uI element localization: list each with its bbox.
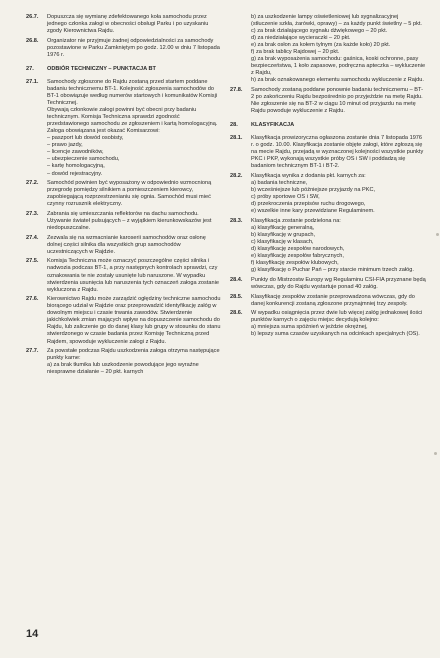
paragraph-26-8: [26, 38, 222, 59]
list-item: a) mniejsza suma spóźnień w jeździe okrężnej,: [251, 324, 368, 331]
section-heading-28: [230, 122, 426, 129]
paragraph-number: 28.2.: [230, 173, 243, 180]
paragraph-number: 28.4.: [230, 276, 243, 283]
list-item: d) przekroczenia przepisów ruchu drogowego,: [251, 201, 366, 208]
list-item: a) badania techniczne,: [251, 180, 308, 187]
paragraph-27-7-continued: [230, 14, 426, 84]
paragraph-text: Organizator nie przyjmuje żadnej odpowiedzialności za samochody pozostawione w Parku Zamkniętym po godz. 12.00 w dniu 7 listopada 1976 r.: [47, 37, 220, 58]
section-number: 28.: [230, 122, 238, 129]
list-item: – dowód rejestracyjny.: [47, 170, 103, 177]
paragraph-text: Klasyfikacja wynika z dodania pkt. karnych za:: [251, 173, 366, 180]
paragraph-27-2: [26, 180, 222, 208]
paragraph-27-3: [26, 211, 222, 232]
paragraph-number: 28.1.: [230, 135, 243, 142]
paragraph-text: Kierownictwo Rajdu może zarządzić ogłędziny techniczne samochodu biorącego udział w Rajdzie oraz przeprowadzić identyfikację załóg w dowolnym miejscu i czasie trwania zawodów. Stwierdzenie jakichkolwiek zmian mających wpływ na dopuszczenie samochodu do Rajdu, lub zaliczenie go do danej klasy lub grupy w stosunku do stanu stwierdzonego w czasie badania przez Komisję Techniczną przed Rajdem, spowoduje wykluczenie załogi z Rajdu.: [47, 296, 221, 345]
list-item: – paszport lub dowód osobisty,: [47, 135, 124, 142]
paragraph-28-5: [230, 294, 426, 308]
scan-speck: [436, 233, 439, 236]
paragraph-text: Zezwala się na wzmacnianie karoserii samochodów oraz osłonę dolnej części silnika dla wszystkich grup samochodów uczestniczących w Rajdzie.: [47, 234, 206, 255]
paragraph-text: Załoga obowiązana jest okazać Komisarzowi:: [47, 128, 160, 135]
paragraph-text: W wypadku osiągnięcia przez dwie lub więcej załóg jednakowej ilości punktów karnych o zajęciu miejsc decydują kolejno:: [251, 310, 423, 324]
right-column: [230, 14, 426, 341]
paragraph-27-4: [26, 235, 222, 256]
paragraph-26-7: [26, 14, 222, 35]
list-item: c) za brak działającego sygnału dźwiękowego – 20 pkt.: [251, 28, 388, 35]
paragraph-text: Dopuszcza się wymianę zdefektowanego koła samochodu przez jednego członka załogi w obecności obsługi Parku i po uzyskaniu zgody Kierownictwa Rajdu.: [47, 14, 209, 35]
paragraph-text: Klasyfikacja zostanie podzielona na:: [251, 218, 341, 224]
number-spacer: [230, 14, 251, 84]
list-item: a) klasyfikację generalną,: [251, 225, 315, 232]
paragraph-27-1: [26, 79, 222, 178]
list-item: g) klasyfikację o Puchar Pań – przy starcie minimum trzech załóg.: [251, 267, 414, 274]
paragraph-number: 27.5.: [26, 258, 39, 265]
list-item: – prawo jazdy,: [47, 142, 83, 149]
paragraph-number: 28.5.: [230, 293, 243, 300]
list-item: – kartę homologacyjną,: [47, 163, 105, 170]
paragraph-28-2: [230, 173, 426, 215]
paragraph-27-5: [26, 258, 222, 293]
list-item: e) wszelkie inne kary przewidziane Regulaminem.: [251, 208, 375, 215]
paragraph-number: 27.1.: [26, 78, 39, 85]
paragraph-number: 27.6.: [26, 296, 39, 303]
section-title: ODBIÓR TECHNICZNY – PUNKTACJA BT: [47, 65, 156, 72]
list-item: g) za brak wyposażenia samochodu: gaśnica, koski ochronne, pasy bezpieczeństwa, 1 koło zapasowe, podręczna apteczka – wykluczenie z Rajdu,: [251, 56, 426, 77]
paragraph-number: 27.4.: [26, 234, 39, 241]
list-item: d) za niedziałające wycieraczki – 20 pkt.: [251, 35, 351, 42]
paragraph-text: Klasyfikacja prowizoryczna ogłaszona zostanie dnia 7 listopada 1976 r. o godz. 10.00. Klasyfikacja zostanie objęte załogi, które zgłoszą się na mecie Rajdu, przejadą w wyznaczonej kolejności wszystkie punkty PKC i PKP, wykonają wszystkie próby OS i SW i poddadzą się badaniom technicznym BT-1 i BT-2.: [251, 135, 424, 170]
page-number: 14: [26, 628, 39, 640]
paragraph-text: Samochody zgłoszone do Rajdu zostaną przed startem poddane badaniu technicznemu BT-1. Kolejność zgłoszenia samochodów do BT-1 obowiązuje według numerów startowych i komunikatów Komisji Technicznej.: [47, 78, 218, 107]
paragraph-text: Punkty do Mistrzostw Europy wg Regulaminu CSI-FIA przyznane będą wówczas, gdy do Rajdu wystartuje ponad 40 załóg.: [251, 276, 426, 291]
paragraph-number: 27.3.: [26, 210, 39, 217]
paragraph-28-3: [230, 218, 426, 274]
paragraph-text: Samochód powinien być wyposażony w odpowiednio wzmocnioną przegrodę pomiędzy silnikiem a pomieszczeniem kierowcy, zapobiegającą rozprzestrzenianiu się ognia. Samochód musi mieć czynny rozrusznik elektryczny.: [47, 180, 212, 208]
list-item: e) za brak osłon za kołem tylnym (za każde koło) 20 pkt.: [251, 42, 391, 49]
list-item: b) klasyfikację w grupach,: [251, 232, 316, 239]
paragraph-28-1: [230, 135, 426, 170]
paragraph-number: 28.6.: [230, 310, 243, 317]
list-item: b) wcześniejsze lub późniejsze przyjazdy na PKC,: [251, 187, 376, 194]
paragraph-number: 26.7.: [26, 14, 39, 20]
list-item: h) za brak oznakowanego elementu samochodu wykluczenie z Rajdu.: [251, 77, 424, 84]
list-item: – licencje zawodników,: [47, 149, 104, 156]
section-title: KLASYFIKACJA: [251, 122, 295, 129]
list-item: c) próby sportowe OS i SW,: [251, 194, 320, 201]
left-column: [26, 14, 222, 379]
list-item: a) za brak tłumika lub uszkodzenie powodujące jego wyraźne niesprawne działanie – 20 pkt. karnych: [47, 362, 199, 376]
paragraph-27-6: [26, 296, 222, 345]
paragraph-27-8: [230, 87, 426, 115]
paragraph-number: 27.2.: [26, 180, 39, 187]
paragraph-number: 28.3.: [230, 218, 243, 224]
paragraph-text: Zabrania się umieszczania reflektorów na dachu samochodu. Używanie świateł pulsujących – z wyjątkiem kierunkowskazów jest niedopuszczalne.: [47, 210, 212, 232]
paragraph-28-4: [230, 277, 426, 291]
paragraph-number: 26.8.: [26, 37, 39, 44]
paragraph-27-7: [26, 348, 222, 376]
paragraph-number: 27.8.: [230, 87, 243, 94]
list-item: d) klasyfikację zespołów narodowych,: [251, 246, 345, 253]
paragraph-text: Klasyfikację zespołów zostanie przeprowadzona wówczas, gdy do danej konkurencji zostaną zgłoszone przynajmniej trzy zespoły.: [251, 293, 415, 307]
list-item: f) za brak tablicy Rajdowej – 20 pkt.: [251, 49, 340, 56]
scan-speck: [434, 452, 437, 455]
section-heading-27: [26, 66, 222, 73]
list-item: b) lepszy suma czasów uzyskanych na odcinkach specjalnych (OS).: [251, 331, 420, 338]
list-item: f) klasyfikację zespołów klubowych,: [251, 260, 339, 267]
paragraph-text: Komisja Techniczna może oznaczyć poszczególne części silnika i nadwozia podczas BT-1, a przy następnych kontrolach sprawdzi, czy oznakowania te nie zostały usunięte lub naruszone. W wypadku stwierdzenia usunięcia lub naruszenia tych oznaczeń załoga zostanie wykluczona z Rajdu.: [47, 258, 219, 293]
paragraph-text: Za powstałe podczas Rajdu uszkodzenia załoga otrzyma następujące punkty karne:: [47, 348, 220, 362]
list-item: b) za uszkodzenie lampy oświetleniowej lub sygnalizacyjnej (stłuczenie szkła, żarówki, oprawy) – za każdy punkt świetlny – 5 pkt.: [251, 14, 422, 28]
list-item: c) klasyfikację w klasach,: [251, 239, 314, 246]
paragraph-28-6: [230, 310, 426, 338]
paragraph-text: Obywają członkowie załogi powinni być obecni przy badaniu technicznym. Komisja Techniczna sprawdzi zgodność przedstawionego samochodu ze zgłoszeniem i kartą homologacyjną.: [47, 107, 218, 128]
paragraph-text: Samochody zostaną poddane ponownie badaniu technicznemu – BT-2 po zakończeniu Rajdu bezpośrednio po przyjeździe na metę Rajdu. Nie zgłoszenie się na BT-2 w ciągu 10 minut od przyjazdu na metę Rajdu powoduje wykluczenie z Rajdu.: [251, 87, 423, 115]
section-number: 27.: [26, 65, 34, 72]
list-item: e) klasyfikację zespołów fabrycznych,: [251, 253, 344, 260]
list-item: – ubezpieczenie samochodu,: [47, 156, 120, 163]
paragraph-number: 27.7.: [26, 348, 39, 355]
